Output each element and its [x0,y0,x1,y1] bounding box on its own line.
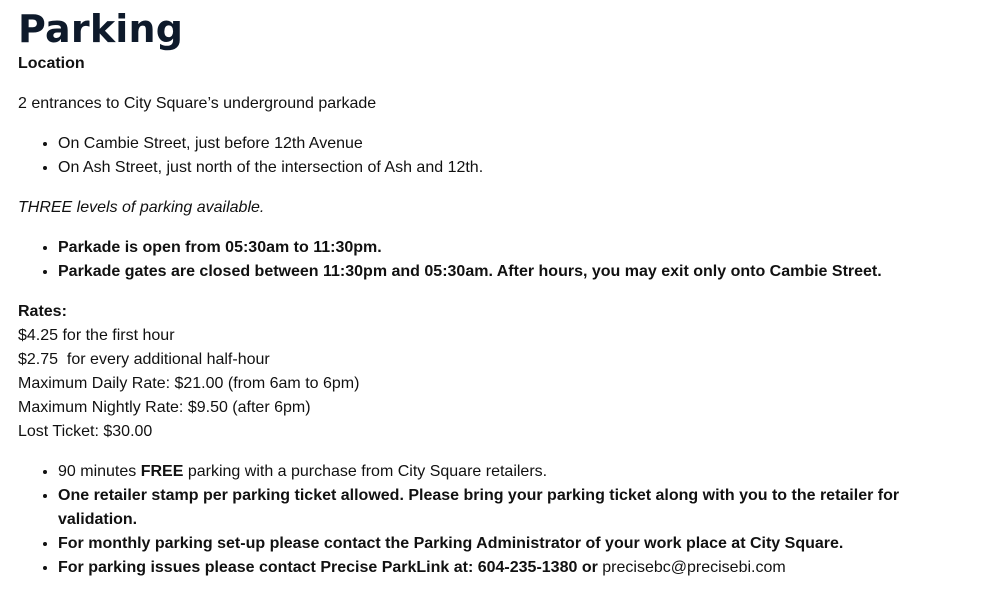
page-title: Parking [18,7,184,51]
rate-line: Maximum Daily Rate: $21.00 (from 6am to 6pm) [18,375,360,392]
list-item: • Parkade gates are closed between 11:30pm and 05:30am. After hours, you may exit only onto Cambie Street. [58,260,996,284]
notes-list [18,460,996,580]
list-item: • On Cambie Street, just before 12th Avenue [58,132,996,156]
location-heading: Location [18,55,85,72]
list-item: • Parkade is open from 05:30am to 11:30pm. [58,236,996,260]
issues-text: For parking issues please contact Precise ParkLink at: 604-235-1380 or [58,559,603,576]
rate-line: Lost Ticket: $30.00 [18,423,153,440]
entrances-intro: 2 entrances to City Square’s underground parkade [18,95,377,112]
list-item: • For monthly parking set-up please contact the Parking Administrator of your work place at City Square. [58,532,996,556]
email-link[interactable]: precisebc@precisebi.com [602,559,786,576]
hours-list [18,236,996,284]
free-suffix: parking with a purchase from City Square retailers. [183,463,548,480]
list-item: • On Ash Street, just north of the intersection of Ash and 12th. [58,156,996,180]
rates-heading: Rates: [18,303,67,320]
rate-line: $2.75 for every additional half-hour [18,351,270,368]
rate-line: $4.25 for the first hour [18,327,175,344]
list-item [58,460,996,484]
rate-line: Maximum Nightly Rate: $9.50 (after 6pm) [18,399,311,416]
free-prefix: 90 minutes [58,463,141,480]
levels-note: THREE levels of parking available. [18,199,265,216]
list-item [58,556,996,580]
entrances-list [18,132,996,180]
free-bold: FREE [140,463,184,480]
list-item: • One retailer stamp per parking ticket allowed. Please bring your parking ticket along with you to the retailer for validation. [58,484,996,532]
